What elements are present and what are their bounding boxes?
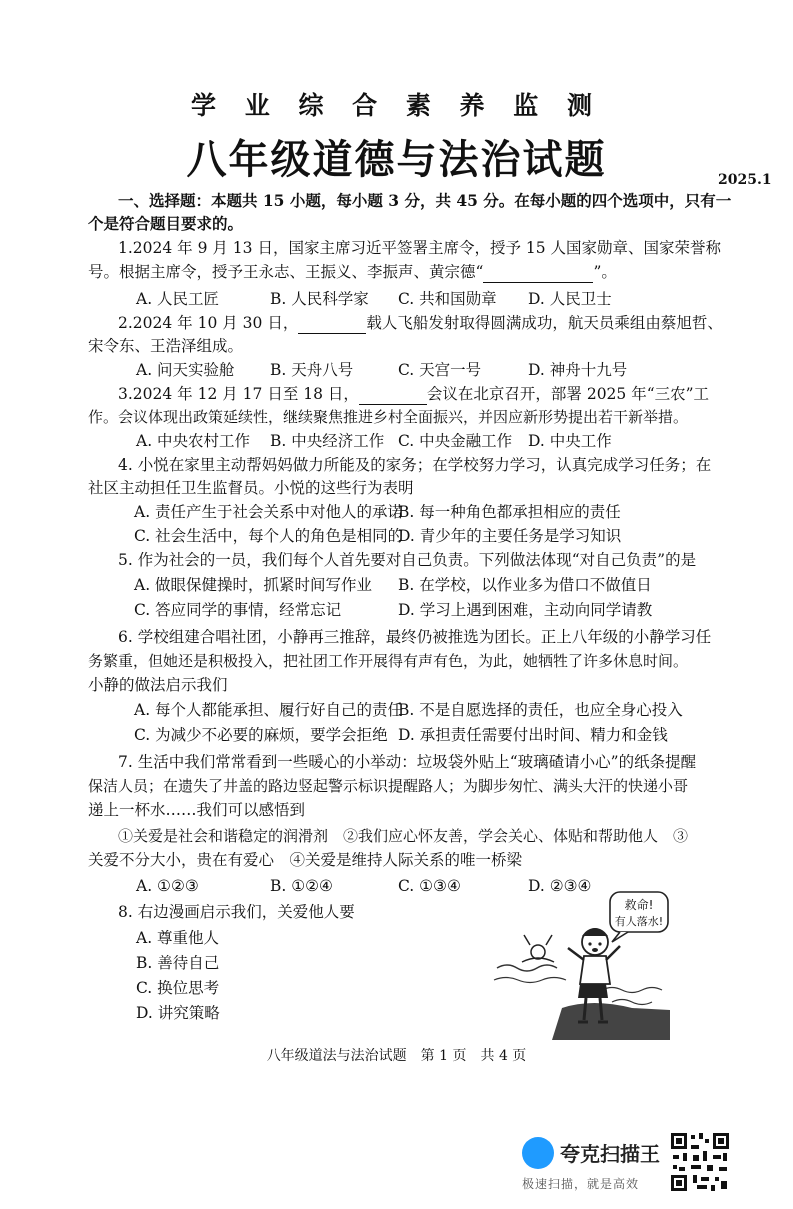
q1-option-c: C. 共和国勋章 <box>398 290 497 308</box>
page-footer: 八年级道法与法治试题 第 1 页 共 4 页 <box>266 1048 527 1064</box>
q6-option-d: D. 承担责任需要付出时间、精力和金钱 <box>398 726 668 744</box>
bubble-text-2: 有人落水! <box>614 915 664 928</box>
q8-line1: 8. 右边漫画启示我们，关爱他人要 <box>118 903 355 921</box>
q8-option-a: A. 尊重他人 <box>136 929 220 947</box>
q3-option-a: A. 中央农村工作 <box>136 432 251 450</box>
cartoon-drawing <box>492 890 670 1040</box>
q1-option-a: A. 人民工匠 <box>136 290 220 308</box>
section-heading: 一、选择题：本题共 15 小题，每小题 3 分，共 45 分。在每小题的四个选项中，只有一 <box>118 191 732 210</box>
q7-line2: 保洁人员；在遗失了井盖的路边竖起警示标识提醒路人；为脚步匆忙、满头大汗的快递小哥 <box>88 777 689 795</box>
q6-line1: 6. 学校组建合唱社团，小静再三推辞，最终仍被推选为团长。正上八年级的小静学习任 <box>118 628 712 646</box>
q4-option-d: D. 青少年的主要任务是学习知识 <box>398 527 622 545</box>
exam-date: 2025.1 <box>718 172 772 188</box>
q6-line2: 务繁重，但她还是积极投入，把社团工作开展得有声有色，为此，她牺牲了许多休息时间。 <box>88 652 689 670</box>
q8-option-b: B. 善待自己 <box>136 954 220 972</box>
q1-option-b: B. 人民科学家 <box>270 290 369 308</box>
scanner-brand: 夸克扫描王 <box>560 1142 660 1166</box>
q7-line4: ①关爱是社会和谐稳定的润滑剂 ②我们应心怀友善，学会关心、体贴和帮助他人 ③ <box>118 827 689 845</box>
q2-line1-text: 2.2024 年 10 月 30 日， <box>118 314 299 332</box>
q4-line1: 4. 小悦在家里主动帮妈妈做力所能及的家务；在学校努力学习，认真完成学习任务；在 <box>118 456 712 474</box>
q2-option-d: D. 神舟十九号 <box>528 361 628 379</box>
q1-line1: 1.2024 年 9 月 13 日，国家主席习近平签署主席令，授予 15 人国家勋章、国家荣誉称 <box>118 239 722 257</box>
answer-blank <box>298 313 366 334</box>
q7-option-d: D. ②③④ <box>528 877 592 895</box>
answer-blank <box>359 384 427 405</box>
scanner-logo-icon <box>522 1137 554 1169</box>
q1-line2 <box>88 262 617 283</box>
q6-option-a: A. 每个人都能承担、履行好自己的责任 <box>134 701 404 719</box>
q1-line2-text: 号。根据主席令，授予王永志、王振义、李振声、黄宗德“ <box>88 263 484 281</box>
q2-line1-end: 载人飞船发射取得圆满成功，航天员乘组由蔡旭哲、 <box>366 314 723 332</box>
q5-line1: 5. 作为社会的一员，我们每个人首先要对自己负责。下列做法体现“对自己负责”的是 <box>118 551 697 569</box>
q8-option-c: C. 换位思考 <box>136 979 220 997</box>
q3-option-c: C. 中央金融工作 <box>398 432 513 450</box>
q5-option-c: C. 答应同学的事情，经常忘记 <box>134 601 342 619</box>
q6-line3: 小静的做法启示我们 <box>88 676 228 694</box>
q7-line1: 7. 生活中我们常常看到一些暖心的小举动：垃圾袋外贴上“玻璃碴请小心”的纸条提醒 <box>118 753 697 771</box>
qr-code-icon <box>669 1131 731 1193</box>
q1-line2-end: ”。 <box>593 263 617 281</box>
q7-option-a: A. ①②③ <box>136 877 199 895</box>
q6-option-b: B. 不是自愿选择的责任，也应全身心投入 <box>398 701 683 719</box>
q1-option-d: D. 人民卫士 <box>528 290 612 308</box>
q3-option-b: B. 中央经济工作 <box>270 432 385 450</box>
bubble-text-1: 救命! <box>624 898 654 912</box>
q4-line2: 社区主动担任卫生监督员。小悦的这些行为表明 <box>88 479 414 497</box>
q5-option-d: D. 学习上遇到困难，主动向同学请教 <box>398 601 653 619</box>
q3-line2: 作。会议体现出政策延续性，继续聚焦推进乡村全面振兴，并因应新形势提出若干新举措。 <box>88 408 689 426</box>
q8-option-d: D. 讲究策略 <box>136 1004 220 1022</box>
q2-option-b: B. 天舟八号 <box>270 361 354 379</box>
q4-option-c: C. 社会生活中，每个人的角色是相同的 <box>134 527 404 545</box>
q3-line1 <box>118 384 709 405</box>
scanner-slogan: 极速扫描，就是高效 <box>522 1177 640 1191</box>
q2-option-c: C. 天宫一号 <box>398 361 482 379</box>
q7-line5: 关爱不分大小，贵在有爱心 ④关爱是维持人际关系的唯一桥梁 <box>88 851 523 869</box>
q4-option-a: A. 责任产生于社会关系中对他人的承诺 <box>134 503 404 521</box>
q7-line3: 递上一杯水……我们可以感悟到 <box>88 801 306 819</box>
q2-line1 <box>118 313 723 334</box>
q7-option-b: B. ①②④ <box>270 877 333 895</box>
q3-line1-text: 3.2024 年 12 月 17 日至 18 日， <box>118 385 359 403</box>
q4-option-b: B. 每一种角色都承担相应的责任 <box>398 503 621 521</box>
exam-title: 八年级道德与法治试题 <box>186 136 607 183</box>
q5-option-b: B. 在学校，以作业多为借口不做值日 <box>398 576 652 594</box>
exam-subtitle: 学 业 综 合 素 养 监 测 <box>191 91 602 120</box>
q7-option-c: C. ①③④ <box>398 877 461 895</box>
section-heading-cont: 个是符合题目要求的。 <box>88 214 244 233</box>
q6-option-c: C. 为减少不必要的麻烦，要学会拒绝 <box>134 726 388 744</box>
answer-blank <box>483 262 593 283</box>
q3-line1-end: 会议在北京召开，部署 2025 年“三农”工 <box>426 385 710 403</box>
q3-option-d: D. 中央工作 <box>528 432 612 450</box>
q2-line2: 宋令东、王浩泽组成。 <box>88 337 244 355</box>
q2-option-a: A. 问天实验舱 <box>136 361 235 379</box>
q5-option-a: A. 做眼保健操时，抓紧时间写作业 <box>134 576 373 594</box>
cartoon-illustration <box>492 890 670 1040</box>
